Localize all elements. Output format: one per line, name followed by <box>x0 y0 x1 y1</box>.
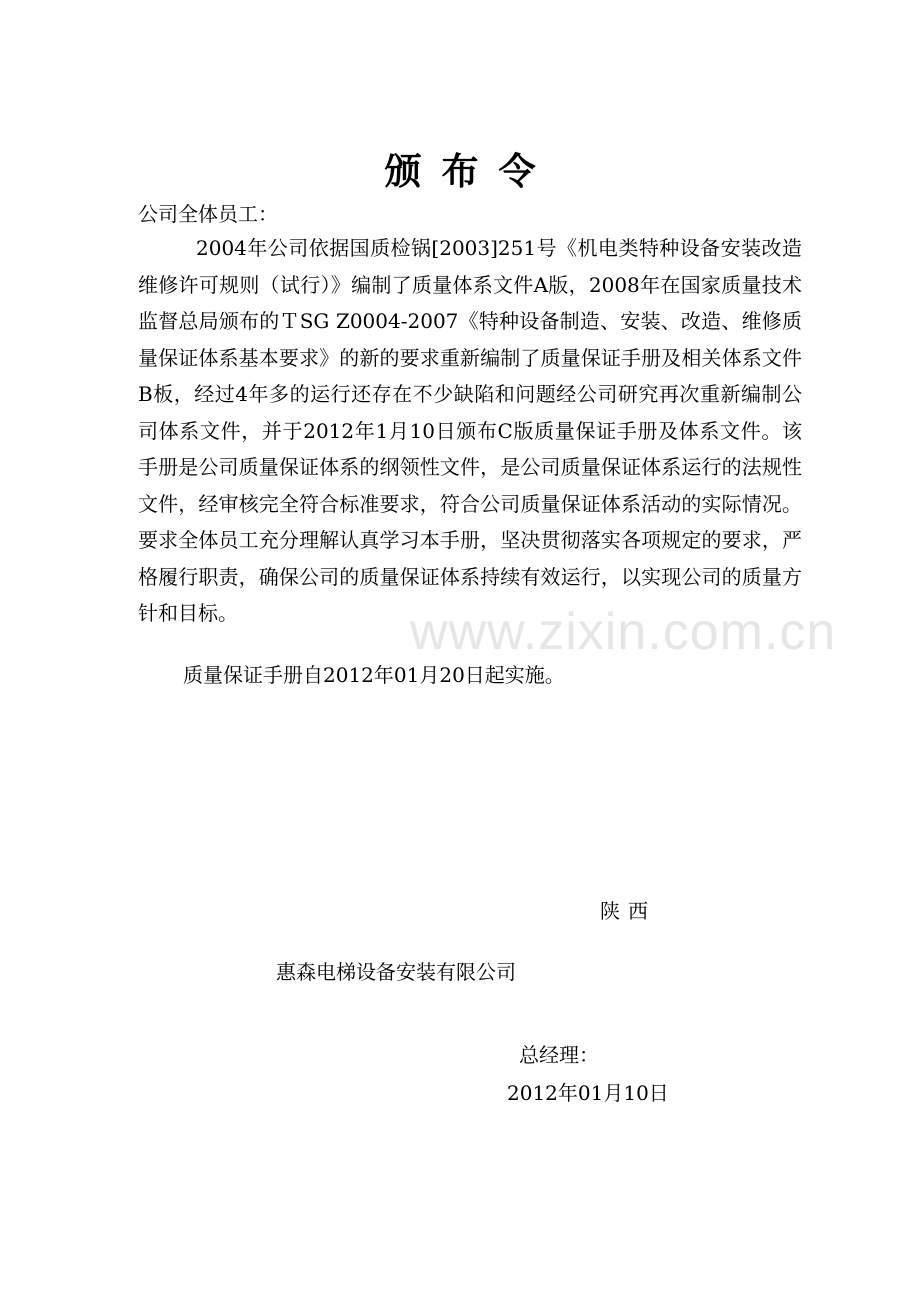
region-label: 陕西 <box>600 899 656 923</box>
salutation: 公司全体员工： <box>138 202 278 226</box>
watermark: www.zixin.com.cn <box>410 603 837 661</box>
issue-date: 2012年01月10日 <box>507 1081 669 1105</box>
document-title: 颁布令 <box>384 149 556 193</box>
general-manager-signature-label: 总经理： <box>519 1043 599 1067</box>
company-name: 惠森电梯设备安装有限公司 <box>276 960 516 984</box>
effective-date-statement: 质量保证手册自2012年01月20日起实施。 <box>183 663 565 687</box>
body-paragraph: 2004年公司依据国质检锅[2003]251号《机电类特种设备安装改造维修许可规则（试行）》编制了质量体系文件A版，2008年在国家质量技术监督总局颁布的ＴSG Z0004-2007《特种设备制造、安装、改造、维修质量保证体系基本要求》的新的要求重新编制了质量保证手册及相关体系文件B板，经过4年多的运行还存在不少缺陷和问题经公司研究再次重新编制公司体系文件，并于2012年1月10日颁布C版质量保证手册及体系文件。该手册是公司质量保证体系的纲领性文件，是公司质量保证体系运行的法规性文件，经审核完全符合标准要求，符合公司质量保证体系活动的实际情况。要求全体员工充分理解认真学习本手册，坚决贯彻落实各项规定的要求，严格履行职责，确保公司的质量保证体系持续有效运行，以实现公司的质量方针和目标。 <box>138 236 802 625</box>
